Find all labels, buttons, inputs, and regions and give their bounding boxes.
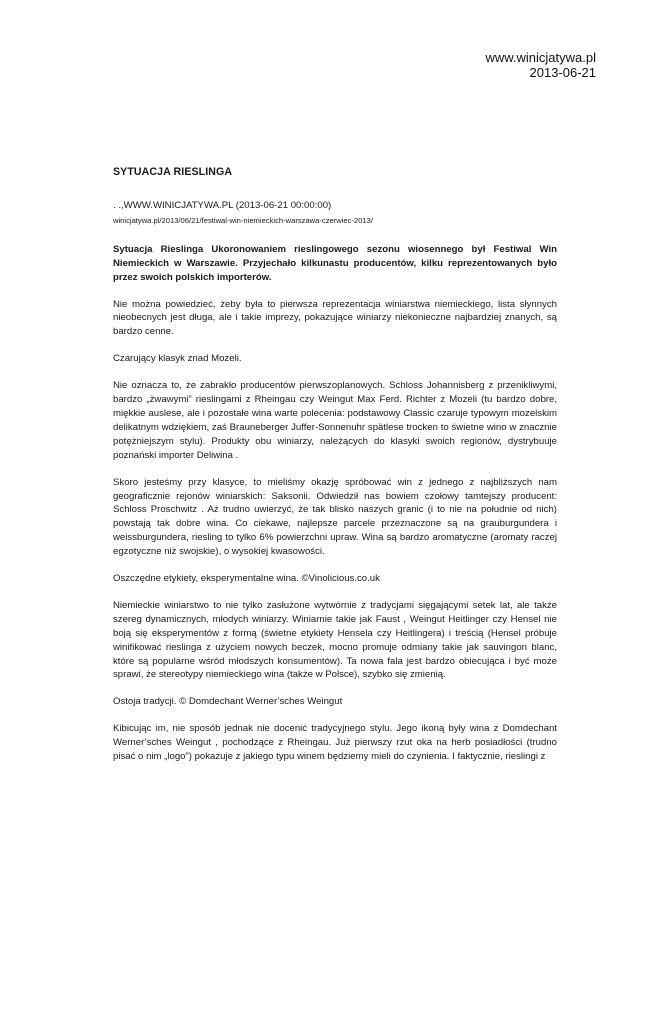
photo-caption: Czarujący klasyk znad Mozeli.	[113, 353, 242, 365]
photo-caption: Oszczędne etykiety, eksperymentalne wina. ©Vinolicious.co.uk	[113, 573, 380, 585]
paragraph: Nie oznacza to, że zabrakło producentów pierwszoplanowych. Schloss Johannisberg z przenikliwymi, bardzo „żwawymi” rieslingami z Rheingau czy Weingut Max Ferd. Richter z Mozeli (tu bardzo dobre, miękkie auslese, ale i pozostałe wina warte polecenia: podstawowy Classic czaruje typowym mozelskim delikatnym wdziękiem, zaś Brauneberger Juffer-Sonnenuhr spätlese trocken to świetne wino w znacznie potężniejszym stylu). Produkty obu winiarzy, należących do klasyki swoich regionów, dystrybuuje poznański importer Deliwina .	[113, 380, 557, 461]
paragraph: Kibicując im, nie sposób jednak nie docenić tradycyjnego stylu. Jego ikoną były wina z Domdechant Werner’sches Weingut , pochodzące z Rheingau. Już pierwszy rzut oka na herb posiadłości (trudno pisać o nim „logo”) pokazuje z jakiego typu winem będziemy mieli do czynienia. I faktycznie, rieslingi z	[113, 723, 557, 763]
paragraph: Nie można powiedzieć, żeby była to pierwsza reprezentacja winiarstwa niemieckiego, lista słynnych nieobecnych jest długa, ale i takie imprezy, pokazujące winiarzy niekonieczne najbardziej znanych, są bardzo cenne.	[113, 298, 557, 338]
article-source: . .,WWW.WINICJATYWA.PL (2013-06-21 00:00:00)	[113, 199, 332, 211]
article-lead: Sytuacja Rieslinga Ukoronowaniem rieslingowego sezonu wiosennego był Festiwal Win Niemieckich w Warszawie. Przyjechało kilkunastu producentów, kilku reprezentowanych było przez swoich polskich importerów.	[113, 243, 557, 283]
photo-caption: Ostoja tradycji. © Domdechant Werner’sches Weingut	[113, 696, 343, 708]
paragraph: Niemieckie winiarstwo to nie tylko zasłużone wytwórnie z tradycjami sięgającymi setek lat, ale także szereg dynamicznych, młodych winiarzy. Winiarnie takie jak Faust , Weingut Heitlinger czy Hensel nie boją się eksperymentów z formą (świetne etykiety Hensela czy Heitlingera) i treścią (Hensel próbuje winifikować rieslinga z użyciem nowych beczek, mocno promuje odmiany takie jak sauvingon blanc, które są popularne wśród młodszych konsumentów). Ta nowa fala jest bardzo obiecująca i być może sprawi, że stereotypy niemieckiego wina (także w Polsce), szybko się zmienią.	[113, 599, 557, 681]
header-site: www.winicjatywa.pl	[485, 50, 596, 65]
article	[113, 166, 557, 777]
article-title: SYTUACJA RIESLINGA	[113, 166, 233, 178]
article-url: winicjatywa.pl/2013/06/21/festiwal-win-niemieckich-warszawa-czerwiec-2013/	[113, 215, 373, 225]
header-date: 2013-06-21	[529, 65, 596, 80]
page-header	[485, 50, 596, 80]
paragraph: Skoro jesteśmy przy klasyce, to mieliśmy okazję spróbować win z jednego z najbliższych nam geograficznie rejonów winiarskich: Saksonii. Odwiedził nas bowiem czołowy tamtejszy producent: Schloss Proschwitz . Aż trudno uwierzyć, że tak blisko naszych granic (i to nie na południe od nich) powstają tak dobre wina. Co ciekawe, najlepsze parcele przeznaczone są na grauburgundera i weissburgundera, riesling to tylko 6% powierzchni upraw. Wina są bardzo aromatyczne (aromaty raczej egzotyczne niż swojskie), o wysokiej kwasowości.	[113, 476, 557, 558]
